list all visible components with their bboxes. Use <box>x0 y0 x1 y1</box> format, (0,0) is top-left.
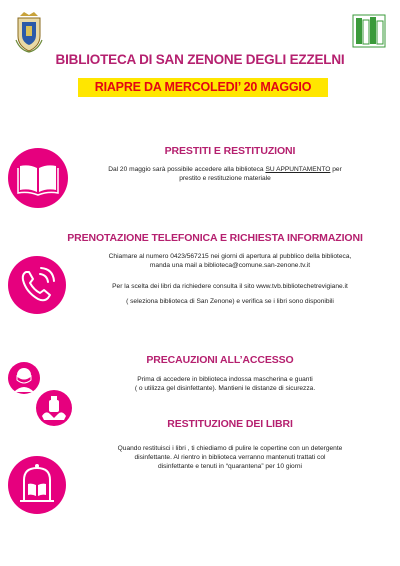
page-title: BIBLIOTECA DI SAN ZENONE DEGLI EZZELNI <box>55 52 345 67</box>
crest-icon <box>14 10 44 54</box>
section-text-prestiti: Dal 20 maggio sarà possibile accedere alla biblioteca SU APPUNTAMENTO per prestito e restituzione materiale <box>108 166 342 182</box>
library-logo-icon <box>352 14 386 48</box>
section-heading-prestiti: PRESTITI E RESTITUZIONI <box>164 145 296 157</box>
sanitizer-hands-icon <box>36 390 72 426</box>
reopening-banner <box>78 78 328 97</box>
section-text-precauzioni: Prima di accedere in biblioteca indossa mascherina e guanti ( o utilizza gel disinfettante). Mantieni le distanze di sicurezza. <box>134 376 316 392</box>
reopening-banner-text: RIAPRE DA MERCOLEDI’ 20 MAGGIO <box>94 80 312 94</box>
section-heading-precauzioni: PRECAUZIONI ALL’ACCESSO <box>146 354 294 366</box>
section-text-prenotazione-check: ( seleziona biblioteca di San Zenone) e verifica se i libri sono disponibili <box>126 298 334 305</box>
phone-icon <box>8 256 66 314</box>
section-text-prenotazione-contacts: Chiamare al numero 0423/567215 nei giorni di apertura al pubblico della biblioteca, manda una mail a biblioteca@comune.san-zenone.tv.it <box>108 253 352 269</box>
section-text-restituzione: Quando restituisci i libri , ti chiediamo di pulire le copertine con un detergente disinfettante. Al rientro in biblioteca verranno mantenuti trattati col disinfettante e tenuti in “quarantena” per 10 giorni <box>117 445 343 470</box>
section-text-prenotazione-website: Per la scelta dei libri da richiedere consulta il sito www.tvb.bibliotechetrevigiane.it <box>112 283 348 290</box>
book-bell-jar-icon <box>8 456 66 514</box>
appointment-link-text: SU APPUNTAMENTO <box>265 166 331 173</box>
section-heading-prenotazione: PRENOTAZIONE TELEFONICA E RICHIESTA INFORMAZIONI <box>67 232 363 244</box>
open-book-icon <box>8 148 68 208</box>
section-heading-restituzione: RESTITUZIONE DEI LIBRI <box>167 418 293 430</box>
